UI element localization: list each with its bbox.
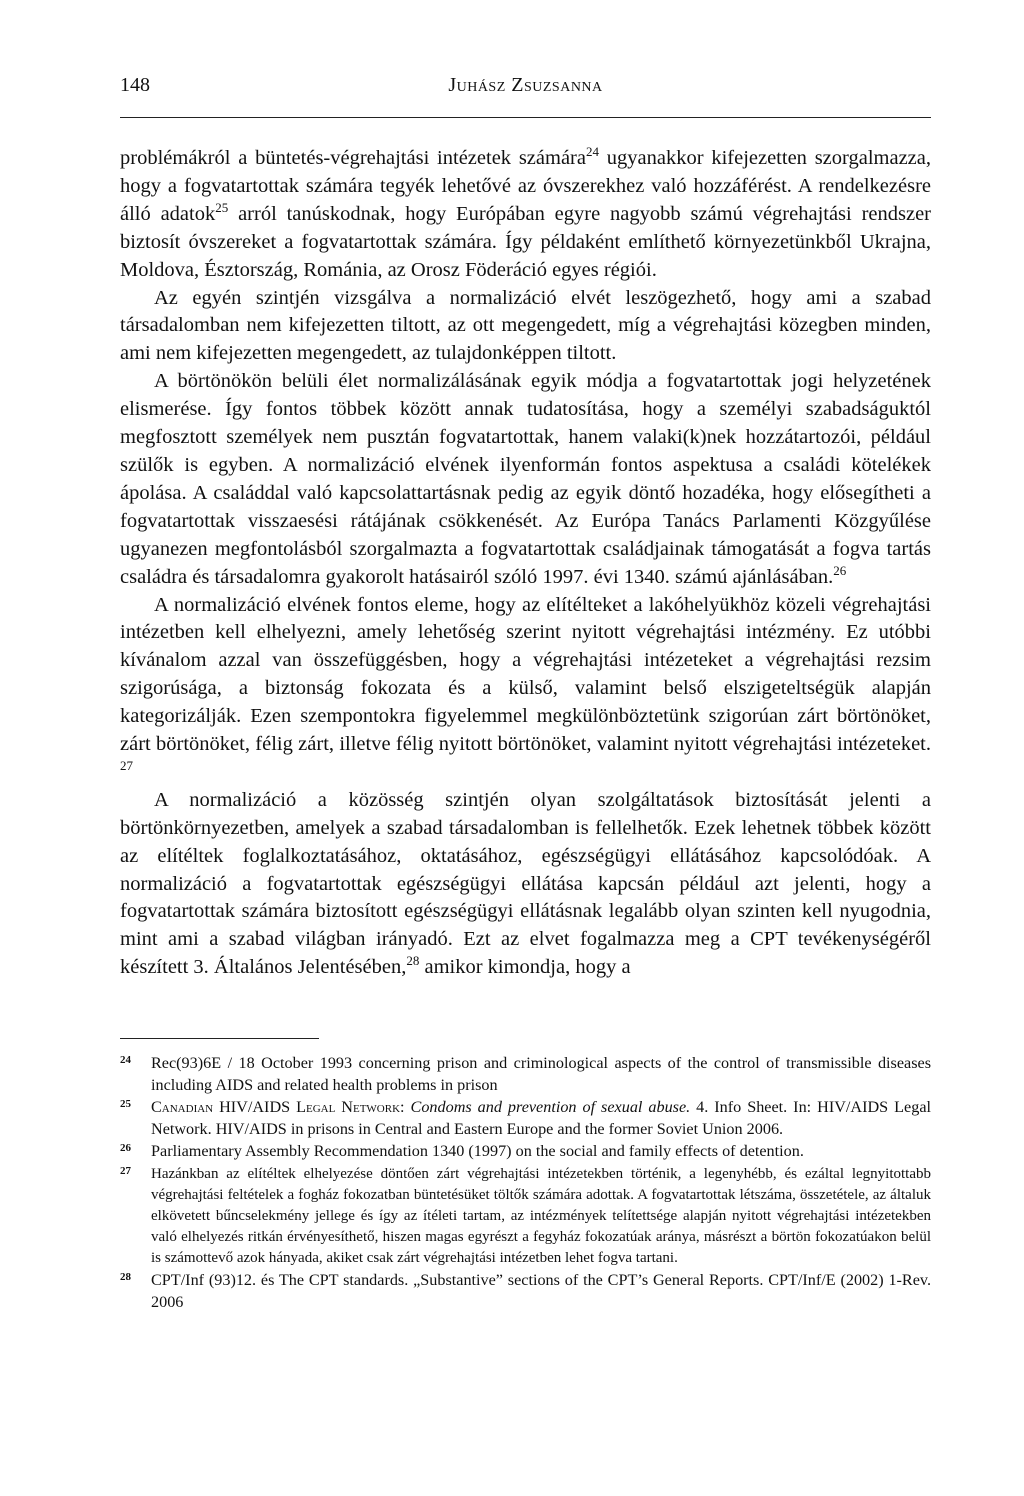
footnote-ref-24: 24 bbox=[585, 144, 599, 159]
footnote-28 bbox=[120, 1270, 931, 1313]
footnote-26 bbox=[120, 1141, 931, 1163]
paragraph-3 bbox=[120, 368, 931, 591]
footnote-ref-27: 27 bbox=[120, 757, 133, 773]
paragraph-1-part-a: problémákról a büntetés-végrehajtási intézetek számára bbox=[120, 147, 586, 169]
footnote-number: 26 bbox=[120, 1142, 131, 1155]
header-rule bbox=[120, 117, 931, 118]
footnote-number: 27 bbox=[120, 1164, 131, 1177]
paragraph-4 bbox=[120, 592, 931, 787]
footnote-number: 25 bbox=[120, 1098, 131, 1111]
footnote-text: CPT/Inf (93)12. és The CPT standards. „Substantive” sections of the CPT’s General Reports. CPT/Inf/E (2002) 1-Rev. 2006 bbox=[151, 1270, 931, 1311]
body-text bbox=[120, 145, 931, 982]
paragraph-5-part-a: A normalizáció a közösség szintjén olyan szolgáltatások biztosítását jelenti a börtönkörnyezetben, amelyek a szabad társadalomban is fellelhetők. Ezek lehetnek többek között az elítéltek foglalkoztatásához, oktatásához, egészségügyi ellátásához kapcsolódóak. A normalizáció a fogvatartottak egészségügyi ellátása kapcsán például azt jelenti, hogy a fogvatartottak számára biztosított egészségügyi ellátásnak legalább olyan szinten kell nyugodnia, mint ami a szabad világban irányadó. Ezt az elvet fogalmazza meg a CPT tevékenységéről készített 3. Általános Jelentésében, bbox=[120, 788, 931, 979]
footnote-27 bbox=[120, 1164, 931, 1269]
footnote-title: Condoms and prevention of sexual abuse. bbox=[410, 1098, 691, 1117]
footnote-author: Canadian HIV/AIDS Legal Network: bbox=[151, 1098, 405, 1117]
paragraph-5-part-b: amikor kimondja, hogy a bbox=[419, 956, 631, 979]
footnote-number: 28 bbox=[120, 1270, 131, 1283]
footnote-text: Rec(93)6E / 18 October 1993 concerning prison and criminological aspects of the control of transmissible diseases including AIDS and related health problems in prison bbox=[151, 1054, 931, 1094]
paragraph-1-part-c: arról tanúskodnak, hogy Európában egyre nagyobb számú végrehajtási rendszer biztosít óvszereket a fogvatartottak számára. Így példaként említhető környezetünkből Ukrajna, Moldova, Észtország, Románia, az Orosz Föderáció egyes régiói. bbox=[120, 202, 931, 281]
footnote-ref-25: 25 bbox=[215, 199, 229, 215]
paragraph-1 bbox=[120, 145, 931, 285]
paragraph-2: Az egyén szintjén vizsgálva a normalizáció elvét leszögezhető, hogy ami a szabad társadalomban nem kifejezetten tiltott, az ott megengedett, míg a végrehajtási közegben minden, ami nem kifejezetten megengedett, az tulajdonképpen tiltott. bbox=[120, 286, 931, 365]
footnote-text: 4. Info Sheet. In: HIV/AIDS Legal Network. HIV/AIDS in prisons in Central and Eastern Europe and the former Soviet Union 2006. bbox=[151, 1098, 931, 1138]
footnote-25 bbox=[120, 1097, 931, 1140]
page-number: 148 bbox=[120, 74, 150, 96]
footnote-rule bbox=[120, 1038, 319, 1039]
footnote-text: Parliamentary Assembly Recommendation 1340 (1997) on the social and family effects of detention. bbox=[151, 1142, 804, 1161]
footnote-number: 24 bbox=[120, 1054, 131, 1066]
paragraph-1-part-b: ugyanakkor kifejezetten szorgalmazza, hogy a fogvatartottak számára tegyék lehetővé az óvszerekhez való hozzáférést. A rendelkezésre álló adatok bbox=[120, 147, 931, 225]
running-head: Juhász Zsuzsanna bbox=[448, 74, 603, 96]
footnote-ref-26: 26 bbox=[833, 562, 847, 578]
footnotes bbox=[120, 1053, 931, 1314]
paragraph-5 bbox=[120, 787, 931, 982]
paragraph-3-text: A börtönökön belüli élet normalizálásának egyik módja a fogvatartottak jogi helyzetének elismerése. Így fontos többek között annak tudatosítása, hogy a személyi szabadságuktól megfosztott személyek nem pusztán fogvatartottak, hanem valaki(k)nek hozzátartozói, például szülők is egyben. A normalizáció elvének ilyenformán fontos aspektusa a családi kötelékek ápolása. A családdal való kapcsolattartásnak pedig az egyik döntő hozadéka, hogy elősegítheti a fogvatartottak visszaesési rátájának csökkenését. Az Európa Tanács Parlamenti Közgyűlése ugyanezen megfontolásból szorgalmazta a fogvatartottak családjainak támogatását a fogva tartás családra és társadalomra gyakorolt hatásairól szóló 1997. évi 1340. számú ajánlásában. bbox=[120, 370, 931, 588]
footnote-text: Hazánkban az elítéltek elhelyezése döntően zárt végrehajtási intézetekben történik, a legenyhébb, és ezáltal legnyitottabb végrehajtási feltételek a fogház fokozatban büntetésüket töltők számára adottak. A fogvatartottak létszáma, összetétele, az általuk elkövetett bűncselekmény jellege és így az ítéleti tartam, az intézmények telítettsége alapján nyitott végrehajtási intézetekben való elhelyezés ritkán érvényesíthető, hiszen magas egyrészt a fegyház fokozatúak aránya, másrészt a börtön fokozatúakon belül is számottevő azok hányada, akiket csak zárt végrehajtási intézetben lehet fogva tartani. bbox=[151, 1165, 931, 1266]
page-header bbox=[120, 74, 931, 104]
footnote-24 bbox=[120, 1053, 931, 1096]
footnote-ref-28: 28 bbox=[406, 953, 420, 969]
paragraph-4-text: A normalizáció elvének fontos eleme, hogy az elítélteket a lakóhelyükhöz közeli végrehajtási intézetben kell elhelyezni, amely lehetőség szerint nyitott végrehajtási intézmény. Ez utóbbi kívánalom azzal van összefüggésben, hogy a végrehajtási intézeteket a végrehajtási rezsim szigorúsága, a biztonság fokozata és a külső, valamint belső elszigeteltségük alapján kategorizálják. Ezen szempontokra figyelemmel megkülönböztetünk szigorúan zárt börtönöket, zárt börtönöket, félig zárt, illetve félig nyitott börtönöket, valamint nyitott végrehajtási intézeteket. bbox=[120, 593, 931, 756]
